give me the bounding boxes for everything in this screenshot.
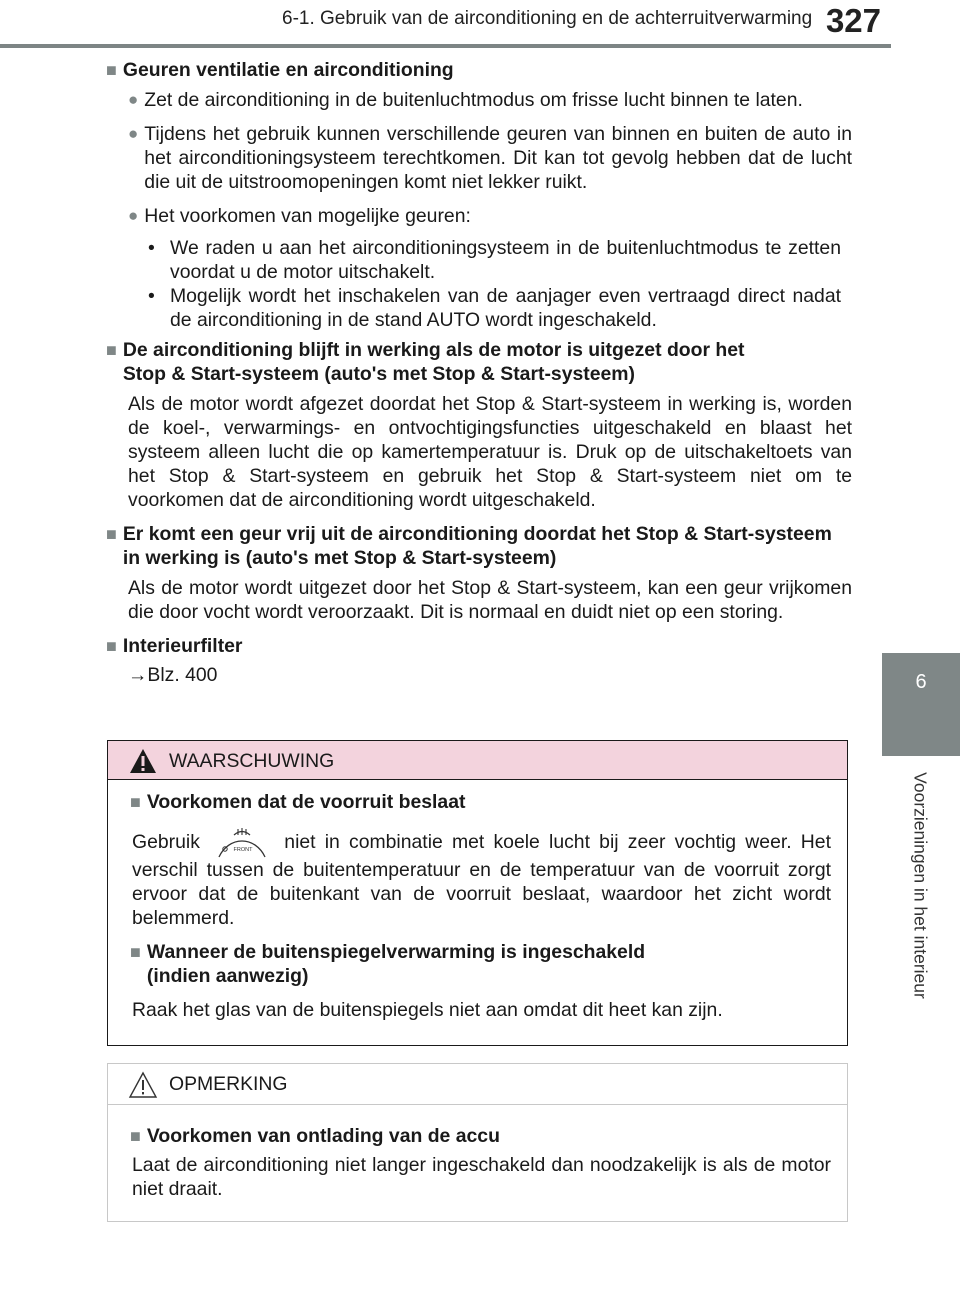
- note-header: [108, 1064, 847, 1105]
- page-number: 327: [825, 2, 881, 39]
- front-defroster-icon: [213, 820, 271, 858]
- point: ● Tijdens het gebruik kunnen verschillende geuren van binnen en buiten de auto in het airconditioningsysteem terechtkomen. Dit kan tot gevolg hebben dat de lucht die uit de uitstroomopeningen komt niet lekker ruikt.: [128, 123, 852, 193]
- point: ● Het voorkomen van mogelijke geuren:: [128, 205, 471, 227]
- warning-label: WAARSCHUWING: [169, 750, 335, 772]
- section-heading: ■ Geuren ventilatie en airconditioning: [106, 59, 454, 81]
- warning-box: [107, 740, 848, 1046]
- section-heading: ■ Interieurfilter: [106, 635, 243, 657]
- paragraph: Als de motor wordt afgezet doordat het Stop & Start-systeem in werking is, worden de koel-, verwarmings- en ontvochtigingsfuncties uitgeschakeld en blaast het systeem alleen lucht die op kamertemperatuur is. Druk op de uitschakeltoets van het Stop & Start-systeem en gebruik het Stop & Start-systeem niet om te voorkomen dat de airconditioning wordt uitgeschakeld.: [128, 393, 852, 511]
- bullet-icon: •: [148, 237, 155, 259]
- note-label: OPMERKING: [169, 1073, 288, 1095]
- paragraph: Als de motor wordt uitgezet door het Stop & Start-systeem, kan een geur vrijkomen die door vocht wordt veroorzaakt. Dit is normaal en duidt niet op een storing.: [128, 577, 852, 623]
- chapter-number: 6: [915, 671, 927, 693]
- svg-text:FRONT: FRONT: [233, 847, 253, 853]
- warning-text: Gebruik FRONT niet in combinatie met koele lucht bij zeer vochtig weer. Het verschil tussen de buitentemperatuur en de temperatuur van de voorruit zorgt ervoor dat de buitenkant van de voorruit beslaat, waardoor het zicht wordt belemmerd.: [132, 828, 831, 930]
- bullet-item: • Mogelijk wordt het inschakelen van de aanjager even vertraagd direct nadat de airconditioning in de stand AUTO wordt ingeschakeld.: [148, 285, 841, 331]
- warning-body: [108, 780, 847, 1022]
- header-title: 6-1. Gebruik van de airconditioning en de achterruitverwarming: [282, 8, 813, 29]
- point: ● Zet de airconditioning in de buitenluchtmodus om frisse lucht binnen te laten.: [128, 89, 803, 111]
- circle-icon: ●: [128, 90, 139, 109]
- circle-icon: ●: [128, 206, 139, 225]
- bullet-list: [148, 236, 841, 332]
- square-icon: ■: [106, 340, 117, 360]
- square-icon: ■: [106, 524, 117, 544]
- note-body: [108, 1105, 847, 1201]
- circle-icon: ●: [128, 124, 139, 143]
- warning-triangle-icon: [128, 747, 158, 775]
- note-box: [107, 1063, 848, 1222]
- square-icon: ■: [130, 942, 141, 962]
- caution-triangle-icon: [128, 1070, 158, 1100]
- warning-heading: ■ Wanneer de buitenspiegelverwarming is ingeschakeld (indien aanwezig): [130, 941, 646, 987]
- square-icon: ■: [130, 1126, 141, 1146]
- section-heading: ■ De airconditioning blijft in werking als de motor is uitgezet door het Stop & Start-systeem (auto's met Stop & Start-systeem): [106, 339, 745, 385]
- page-reference[interactable]: →Blz. 400: [128, 664, 218, 686]
- note-heading: ■ Voorkomen van ontlading van de accu: [130, 1125, 500, 1147]
- chapter-tab: [882, 653, 960, 756]
- square-icon: ■: [106, 636, 117, 656]
- chapter-label: Voorzieningen in het interieur: [910, 772, 931, 999]
- bullet-icon: •: [148, 285, 155, 307]
- square-icon: ■: [106, 60, 117, 80]
- main-content: [106, 58, 852, 687]
- warning-text: Raak het glas van de buitenspiegels niet aan omdat dit heet kan zijn.: [132, 999, 723, 1021]
- section-heading: ■ Er komt een geur vrij uit de airconditioning doordat het Stop & Start-systeem in werking is (auto's met Stop & Start-systeem): [106, 523, 832, 569]
- warning-heading: ■ Voorkomen dat de voorruit beslaat: [130, 791, 466, 813]
- square-icon: ■: [130, 792, 141, 812]
- warning-header: [108, 741, 847, 780]
- note-text: Laat de airconditioning niet langer ingeschakeld dan noodzakelijk is als de motor niet draait.: [132, 1154, 831, 1200]
- bullet-item: • We raden u aan het airconditioningsysteem in de buitenluchtmodus te zetten voordat u de motor uitschakelt.: [148, 237, 841, 283]
- header-rule: [0, 44, 891, 48]
